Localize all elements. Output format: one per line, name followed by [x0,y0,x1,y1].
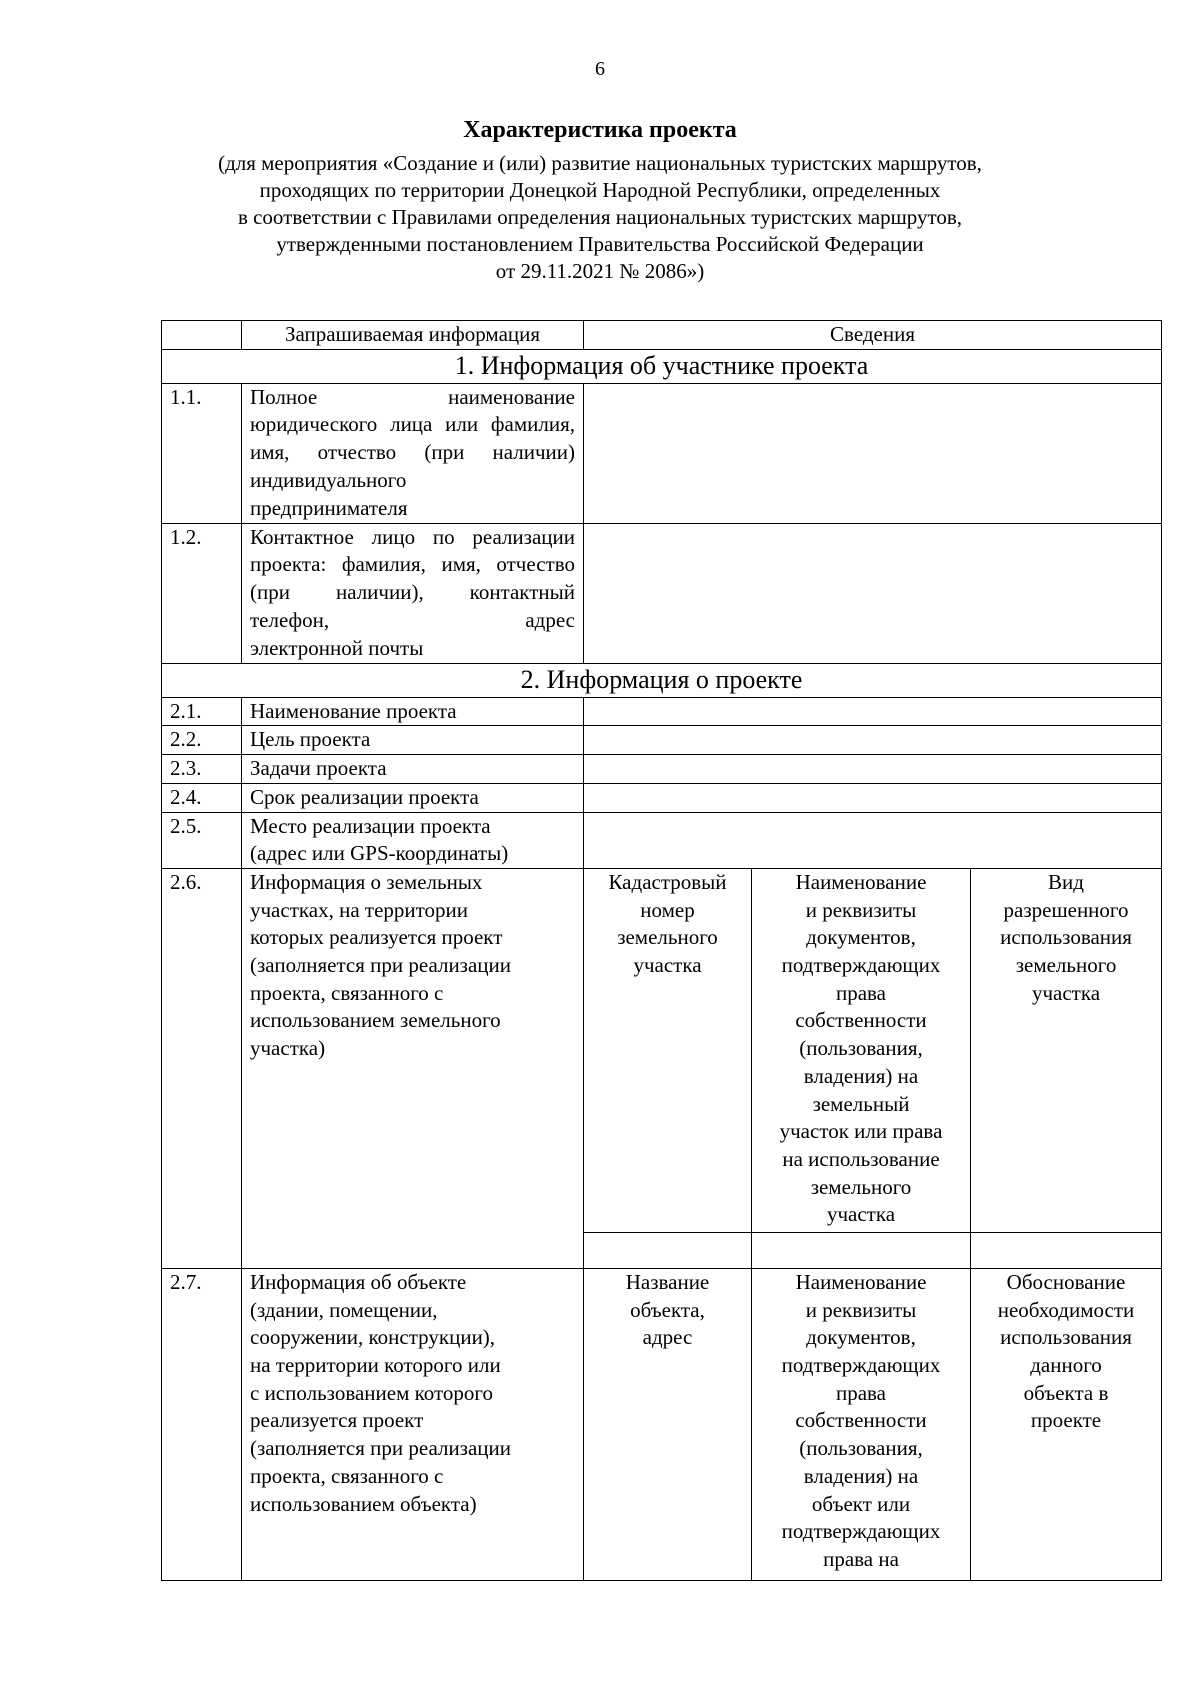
table-row [162,868,1162,1232]
row-label: Срок реализации проекта [242,783,584,812]
row-value-cell[interactable] [584,812,1162,868]
column-header-object-documents: Наименование и реквизиты документов, подтверждающих права собственности (пользования, владения) на объект или подтверждающих права на [752,1268,971,1580]
table-row [162,812,1162,868]
permitted-use-cell[interactable] [971,1232,1162,1268]
row-label: Информация об объекте (здании, помещении, сооружении, конструкции), на территории которого или с использованием которого реализуется проект (заполняется при реализации проекта, связанного с использованием объекта) [242,1268,584,1580]
section-row [162,349,1162,383]
project-characteristics-table [161,320,1162,1581]
cadastral-number-cell[interactable] [584,1232,752,1268]
row-value-cell[interactable] [584,726,1162,755]
section-1-title: 1. Информация об участнике проекта [162,349,1162,383]
row-number: 2.3. [162,755,242,784]
section-row [162,663,1162,697]
row-label: Информация о земельных участках, на территории которых реализуется проект (заполняется при реализации проекта, связанного с использованием земельного участка) [242,868,584,1268]
table-row [162,523,1162,663]
table-row [162,697,1162,726]
subtitle-line: (для мероприятия «Создание и (или) развитие национальных туристских маршрутов, [218,151,982,175]
row-label: Полное наименование юридического лица или фамилия, имя, отчество (при наличии) индивидуального предпринимателя [242,383,584,523]
row-number: 2.6. [162,868,242,1268]
table-row [162,755,1162,784]
row-number: 2.1. [162,697,242,726]
section-2-title: 2. Информация о проекте [162,663,1162,697]
documents-cell[interactable] [752,1232,971,1268]
row-number: 1.1. [162,383,242,523]
header-requested-info: Запрашиваемая информация [242,321,584,350]
row-number: 2.2. [162,726,242,755]
row-number: 2.7. [162,1268,242,1580]
row-label: Место реализации проекта (адрес или GPS-координаты) [242,812,584,868]
row-label: Контактное лицо по реализации проекта: фамилия, имя, отчество (при наличии), контактный телефон, адрес электронной почты [242,523,584,663]
column-header-documents: Наименование и реквизиты документов, подтверждающих права собственности (пользования, владения) на земельный участок или права на использование земельного участка [752,868,971,1232]
document-subtitle [150,150,1050,285]
column-header-justification: Обоснование необходимости использования данного объекта в проекте [971,1268,1162,1580]
row-label: Задачи проекта [242,755,584,784]
column-header-object-name: Название объекта, адрес [584,1268,752,1580]
row-value-cell[interactable] [584,523,1162,663]
column-header-cadastral: Кадастровый номер земельного участка [584,868,752,1232]
table-header-row [162,321,1162,350]
table-row [162,383,1162,523]
page-number: 6 [595,58,605,80]
row-number: 2.4. [162,783,242,812]
subtitle-line: проходящих по территории Донецкой Народной Республики, определенных [259,178,941,202]
row-value-cell[interactable] [584,755,1162,784]
subtitle-line: в соответствии с Правилами определения национальных туристских маршрутов, [237,205,963,229]
row-value-cell[interactable] [584,783,1162,812]
header-details: Сведения [584,321,1162,350]
document-title: Характеристика проекта [463,117,737,143]
row-label: Наименование проекта [242,697,584,726]
row-value-cell[interactable] [584,697,1162,726]
subtitle-line: утвержденными постановлением Правительства Российской Федерации [276,232,924,256]
table-row [162,783,1162,812]
subtitle-line: от 29.11.2021 № 2086») [495,259,705,283]
row-number: 1.2. [162,523,242,663]
row-value-cell[interactable] [584,383,1162,523]
header-num [162,321,242,350]
row-number: 2.5. [162,812,242,868]
column-header-permitted-use: Вид разрешенного использования земельного участка [971,868,1162,1232]
row-label: Цель проекта [242,726,584,755]
table-row [162,1268,1162,1580]
table-row [162,726,1162,755]
